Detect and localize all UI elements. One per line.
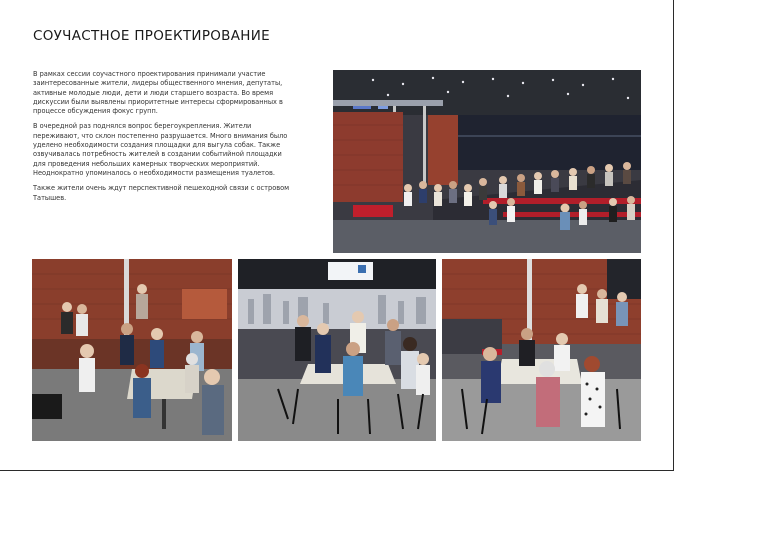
auditorium-photo-image — [333, 70, 641, 253]
workshop-table-photo-2 — [238, 259, 436, 441]
body-text — [33, 70, 295, 209]
workshop-table-photo-1 — [32, 259, 232, 441]
auditorium-photo — [333, 70, 641, 253]
page-title: СОУЧАСТНОЕ ПРОЕКТИРОВАНИЕ — [33, 28, 270, 44]
paragraph-3: Также жители очень ждут перспективной пешеходной связи с островом Татышев. — [33, 184, 290, 202]
workshop-table-photo-3-image — [442, 259, 641, 441]
paragraph-1: В рамках сессии соучастного проектирования принимали участие заинтересованные жители, лидеры общественного мнения, депутаты, активные молодые люди, дети и люди старшего возраста. Во время дискуссии были выявлены приоритетные интересы сформированных в процессе обсуждения фокус групп. — [33, 70, 283, 116]
workshop-table-photo-1-image — [32, 259, 232, 441]
workshop-table-photo-3 — [442, 259, 641, 441]
workshop-table-photo-2-image — [238, 259, 436, 441]
paragraph-2: В очередной раз поднялся вопрос берегоукрепления. Жители переживают, что склон постепенно разрушается. Много внимания было уделено необходимости создания площадки для выгула собак. Также озвучивалась потребность жителей в создании событийной площадки для проведения небольших камерных творческих мероприятий. Неоднократно упоминалось о необходимости размещения туалетов. — [33, 122, 288, 177]
